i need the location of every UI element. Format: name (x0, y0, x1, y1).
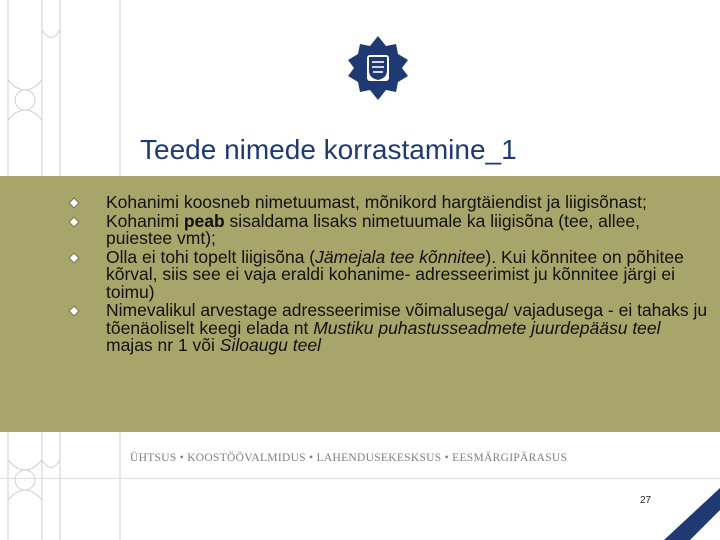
bullet-text-segment: sisaldama lisaks nimetuumale ka liigisõna (tee, allee, puiestee vmt); (106, 210, 641, 248)
bullet-text-segment: peab (183, 210, 225, 231)
diamond-bullet-icon (68, 197, 79, 208)
page-number: 27 (640, 495, 652, 506)
bullet-text-segment: ). Kui kõnnitee on põhitee kõrval, siis see ei vaja eraldi kohanime- adresseerimist ju kõnnitee järgi ei toimu) (106, 246, 684, 302)
state-coat-of-arms-icon (344, 34, 412, 102)
bullet-item (70, 194, 710, 212)
diamond-bullet-icon (68, 216, 79, 227)
bullet-text-segment: Kohanimi koosneb nimetuumast, mõnikord hargtäiendist ja liigisõnast; (106, 192, 647, 212)
bullet-text-segment: Nimevalikul arvestage adresseerimise võimalusega/ vajadusega - ei tahaks ju tõenäoliselt keegi elada nt (106, 300, 708, 338)
bullet-text-segment: Kohanimi (106, 210, 184, 231)
diamond-bullet-icon (68, 252, 79, 263)
footer-divider (0, 478, 720, 479)
bullet-list (70, 194, 710, 356)
bullet-text-segment: majas nr 1 või (106, 335, 220, 355)
slide-title: Teede nimede korrastamine_1 (140, 134, 517, 165)
bullet-text-segment: Olla ei tohi topelt liigisõna ( (106, 246, 316, 267)
bullet-text-segment: Siloaugu teel (219, 335, 321, 355)
bullet-item (70, 210, 710, 248)
bullet-item (70, 246, 710, 302)
bullet-item (70, 302, 710, 355)
bullet-text-segment: Mustiku puhastusseadmete juurdepääsu teel (313, 317, 661, 338)
diamond-bullet-icon (68, 305, 79, 316)
corner-triangle-icon (620, 460, 720, 540)
bullet-text-segment: Jämejala tee kõnnitee (315, 246, 486, 267)
values-tagline: ÜHTSUS • KOOSTÖÖVALMIDUS • LAHENDUSEKESKSUS • EESMÄRGIPÄRASUS (130, 452, 568, 464)
